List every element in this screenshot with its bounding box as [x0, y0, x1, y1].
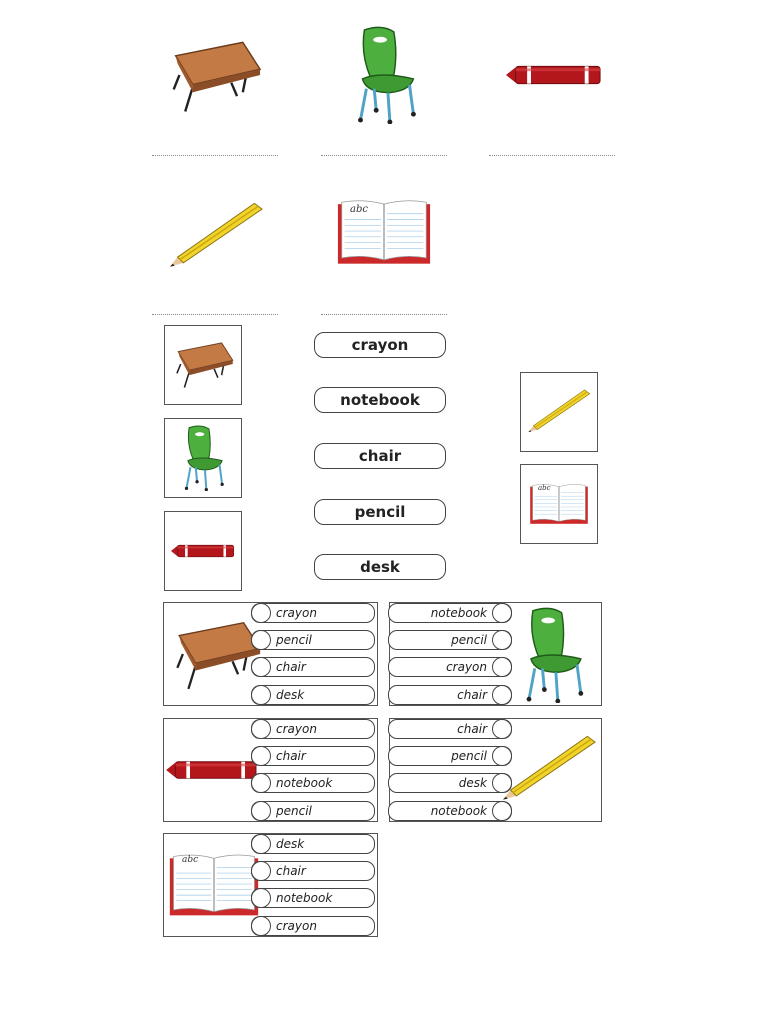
option-pencil-4[interactable] [388, 801, 512, 821]
option-pencil-3[interactable] [388, 773, 512, 793]
option-label: chair [457, 722, 487, 736]
option-label: crayon [446, 660, 487, 674]
crayon-tile[interactable] [164, 511, 242, 591]
option-radio[interactable] [251, 746, 271, 766]
option-radio[interactable] [251, 657, 271, 677]
option-radio[interactable] [251, 685, 271, 705]
option-radio[interactable] [492, 719, 512, 739]
option-crayon-1[interactable] [251, 719, 375, 739]
option-label: crayon [276, 606, 317, 620]
pencil-picture [168, 200, 264, 270]
option-notebook-3[interactable] [251, 888, 375, 908]
option-chair-3[interactable] [388, 657, 512, 677]
option-radio[interactable] [492, 773, 512, 793]
word-pencil[interactable]: pencil [314, 499, 446, 525]
option-label: notebook [276, 891, 333, 905]
option-radio[interactable] [251, 773, 271, 793]
option-notebook-1[interactable] [251, 834, 375, 854]
option-label: pencil [451, 633, 487, 647]
desk-tile[interactable] [164, 325, 242, 405]
option-notebook-4[interactable] [251, 916, 375, 936]
notebook-picture [336, 198, 432, 266]
answer-line-notebook[interactable] [321, 314, 447, 315]
answer-line-desk[interactable] [152, 155, 278, 156]
notebook-tile[interactable] [520, 464, 598, 544]
option-desk-3[interactable] [251, 657, 375, 677]
word-crayon[interactable]: crayon [314, 332, 446, 358]
option-notebook-2[interactable] [251, 861, 375, 881]
option-radio[interactable] [251, 888, 271, 908]
option-desk-4[interactable] [251, 685, 375, 705]
notebook-abc-text: abc [182, 855, 199, 865]
option-label: notebook [430, 804, 487, 818]
option-label: pencil [276, 804, 312, 818]
answer-line-crayon[interactable] [489, 155, 615, 156]
option-radio[interactable] [251, 834, 271, 854]
option-radio[interactable] [251, 916, 271, 936]
option-label: pencil [451, 749, 487, 763]
option-radio[interactable] [251, 719, 271, 739]
notebook-abc-text: abc [350, 204, 368, 215]
option-desk-1[interactable] [251, 603, 375, 623]
desk-picture [166, 36, 262, 114]
chair-picture [350, 26, 420, 124]
option-label: crayon [276, 722, 317, 736]
crayon-picture [506, 63, 602, 87]
option-chair-1[interactable] [388, 603, 512, 623]
option-pencil-2[interactable] [388, 746, 512, 766]
option-radio[interactable] [251, 603, 271, 623]
option-label: desk [276, 688, 305, 702]
option-chair-2[interactable] [388, 630, 512, 650]
option-label: chair [276, 864, 306, 878]
option-radio[interactable] [251, 801, 271, 821]
option-radio[interactable] [492, 685, 512, 705]
option-label: chair [276, 660, 306, 674]
option-radio[interactable] [492, 630, 512, 650]
option-label: desk [458, 776, 487, 790]
option-radio[interactable] [251, 630, 271, 650]
option-label: notebook [276, 776, 333, 790]
option-radio[interactable] [251, 861, 271, 881]
option-label: pencil [276, 633, 312, 647]
option-label: crayon [276, 919, 317, 933]
word-chair[interactable]: chair [314, 443, 446, 469]
option-crayon-2[interactable] [251, 746, 375, 766]
word-notebook[interactable]: notebook [314, 387, 446, 413]
answer-line-chair[interactable] [321, 155, 447, 156]
option-crayon-4[interactable] [251, 801, 375, 821]
answer-line-pencil[interactable] [152, 314, 278, 315]
option-radio[interactable] [492, 603, 512, 623]
option-crayon-3[interactable] [251, 773, 375, 793]
option-label: chair [457, 688, 487, 702]
pencil-tile[interactable] [520, 372, 598, 452]
option-label: desk [276, 837, 305, 851]
option-radio[interactable] [492, 657, 512, 677]
notebook-abc-text: abc [538, 484, 551, 492]
option-label: notebook [430, 606, 487, 620]
option-chair-4[interactable] [388, 685, 512, 705]
option-desk-2[interactable] [251, 630, 375, 650]
option-radio[interactable] [492, 746, 512, 766]
word-desk[interactable]: desk [314, 554, 446, 580]
option-radio[interactable] [492, 801, 512, 821]
option-label: chair [276, 749, 306, 763]
option-pencil-1[interactable] [388, 719, 512, 739]
chair-tile[interactable] [164, 418, 242, 498]
